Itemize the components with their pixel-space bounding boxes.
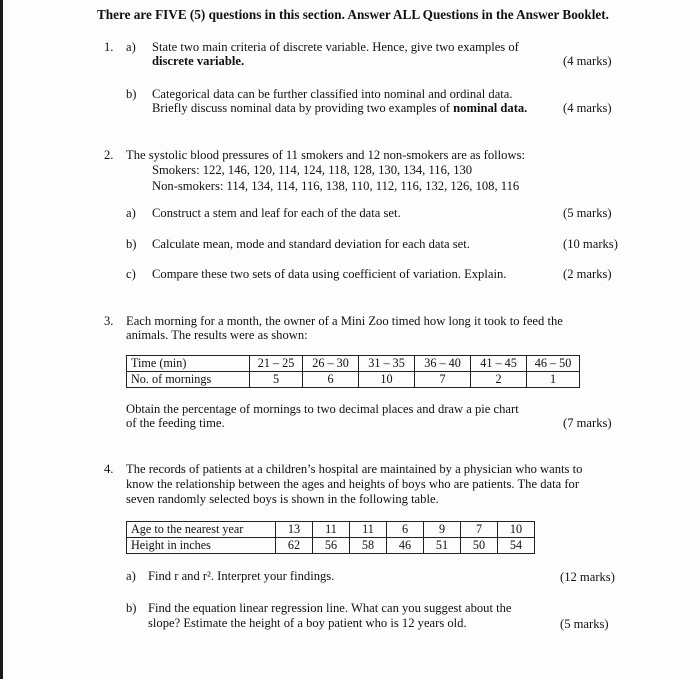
question-2-nonsmokers: Non-smokers: 114, 134, 114, 116, 138, 110, 112, 116, 132, 126, 108, 116 xyxy=(152,179,520,193)
question-1a-line2: discrete variable. xyxy=(152,54,245,68)
table-cell: 2 xyxy=(471,372,527,388)
table-cell: 6 xyxy=(387,522,424,538)
question-2-number: 2. xyxy=(104,148,114,162)
table-cell: 11 xyxy=(350,522,387,538)
question-4a-label: a) xyxy=(126,569,136,583)
question-2a-text: Construct a stem and leaf for each of the data set. xyxy=(152,206,401,220)
table-cell: 62 xyxy=(276,538,313,554)
table-row xyxy=(127,372,580,388)
question-1b-line2-bold: nominal data. xyxy=(453,101,528,115)
table-cell: 46 xyxy=(387,538,424,554)
question-2-intro: The systolic blood pressures of 11 smokers and 12 non-smokers are as follows: xyxy=(126,148,525,162)
question-2-smokers: Smokers: 122, 146, 120, 114, 124, 118, 128, 130, 134, 116, 130 xyxy=(152,163,473,177)
table-cell: 5 xyxy=(250,372,303,388)
table-cell: 26 – 30 xyxy=(303,356,359,372)
question-4-number: 4. xyxy=(104,462,114,476)
table-cell: 9 xyxy=(424,522,461,538)
question-4b-label: b) xyxy=(126,601,137,615)
question-2a-label: a) xyxy=(126,206,136,220)
table-cell: 31 – 35 xyxy=(359,356,415,372)
question-1a-line1: State two main criteria of discrete variable. Hence, give two examples of xyxy=(152,40,519,54)
question-1a-marks: (4 marks) xyxy=(563,54,612,68)
question-4b-marks: (5 marks) xyxy=(560,617,609,631)
table-cell: 10 xyxy=(498,522,535,538)
table-cell: 6 xyxy=(303,372,359,388)
question-1b-line1: Categorical data can be further classified into nominal and ordinal data. xyxy=(152,87,513,101)
question-3-task-line2: of the feeding time. xyxy=(126,416,225,430)
table-row xyxy=(127,538,535,554)
question-3-task-line1: Obtain the percentage of mornings to two decimal places and draw a pie chart xyxy=(126,402,519,416)
table-cell: 21 – 25 xyxy=(250,356,303,372)
question-1b-line2-text: Briefly discuss nominal data by providing two examples of xyxy=(152,101,454,115)
table-header-mornings: No. of mornings xyxy=(127,372,250,388)
question-4-line2: know the relationship between the ages and heights of boys who are patients. The data for xyxy=(126,477,580,491)
section-instructions: There are FIVE (5) questions in this section. Answer ALL Questions in the Answer Booklet. xyxy=(97,7,609,22)
table-row xyxy=(127,356,580,372)
age-height-table xyxy=(126,521,535,554)
question-4a-marks: (12 marks) xyxy=(560,570,615,584)
table-row xyxy=(127,522,535,538)
question-1b-marks: (4 marks) xyxy=(563,101,612,115)
table-cell: 1 xyxy=(527,372,580,388)
question-3-marks: (7 marks) xyxy=(563,416,612,430)
table-cell: 41 – 45 xyxy=(471,356,527,372)
question-3-line1: Each morning for a month, the owner of a Mini Zoo timed how long it took to feed the xyxy=(126,314,563,328)
table-cell: 50 xyxy=(461,538,498,554)
table-cell: 56 xyxy=(313,538,350,554)
table-cell: 11 xyxy=(313,522,350,538)
table-cell: 7 xyxy=(415,372,471,388)
question-1b-label: b) xyxy=(126,87,137,101)
table-cell: 10 xyxy=(359,372,415,388)
table-cell: 46 – 50 xyxy=(527,356,580,372)
question-4a-text: Find r and r². Interpret your findings. xyxy=(148,569,335,583)
table-cell: 36 – 40 xyxy=(415,356,471,372)
question-3-line2: animals. The results were as shown: xyxy=(126,328,308,342)
table-header-age: Age to the nearest year xyxy=(127,522,276,538)
question-3-number: 3. xyxy=(104,314,114,328)
question-4-line1: The records of patients at a children’s hospital are maintained by a physician who wants to xyxy=(126,462,583,476)
feeding-time-table xyxy=(126,355,580,388)
table-cell: 58 xyxy=(350,538,387,554)
table-header-time: Time (min) xyxy=(127,356,250,372)
table-cell: 54 xyxy=(498,538,535,554)
question-2b-marks: (10 marks) xyxy=(563,237,618,251)
question-2c-text: Compare these two sets of data using coefficient of variation. Explain. xyxy=(152,267,507,281)
question-4b-line2: slope? Estimate the height of a boy patient who is 12 years old. xyxy=(148,616,467,630)
question-2a-marks: (5 marks) xyxy=(563,206,612,220)
question-2b-label: b) xyxy=(126,237,137,251)
question-4-line3: seven randomly selected boys is shown in the following table. xyxy=(126,492,439,506)
question-1a-label: a) xyxy=(126,40,136,54)
table-cell: 13 xyxy=(276,522,313,538)
question-2c-label: c) xyxy=(126,267,136,281)
table-header-height: Height in inches xyxy=(127,538,276,554)
question-2b-text: Calculate mean, mode and standard deviation for each data set. xyxy=(152,237,470,251)
table-cell: 7 xyxy=(461,522,498,538)
table-cell: 51 xyxy=(424,538,461,554)
question-2c-marks: (2 marks) xyxy=(563,267,612,281)
question-1b-line2 xyxy=(152,101,527,116)
scan-edge xyxy=(0,0,3,679)
question-4b-line1: Find the equation linear regression line. What can you suggest about the xyxy=(148,601,512,615)
question-1-number: 1. xyxy=(104,40,114,54)
